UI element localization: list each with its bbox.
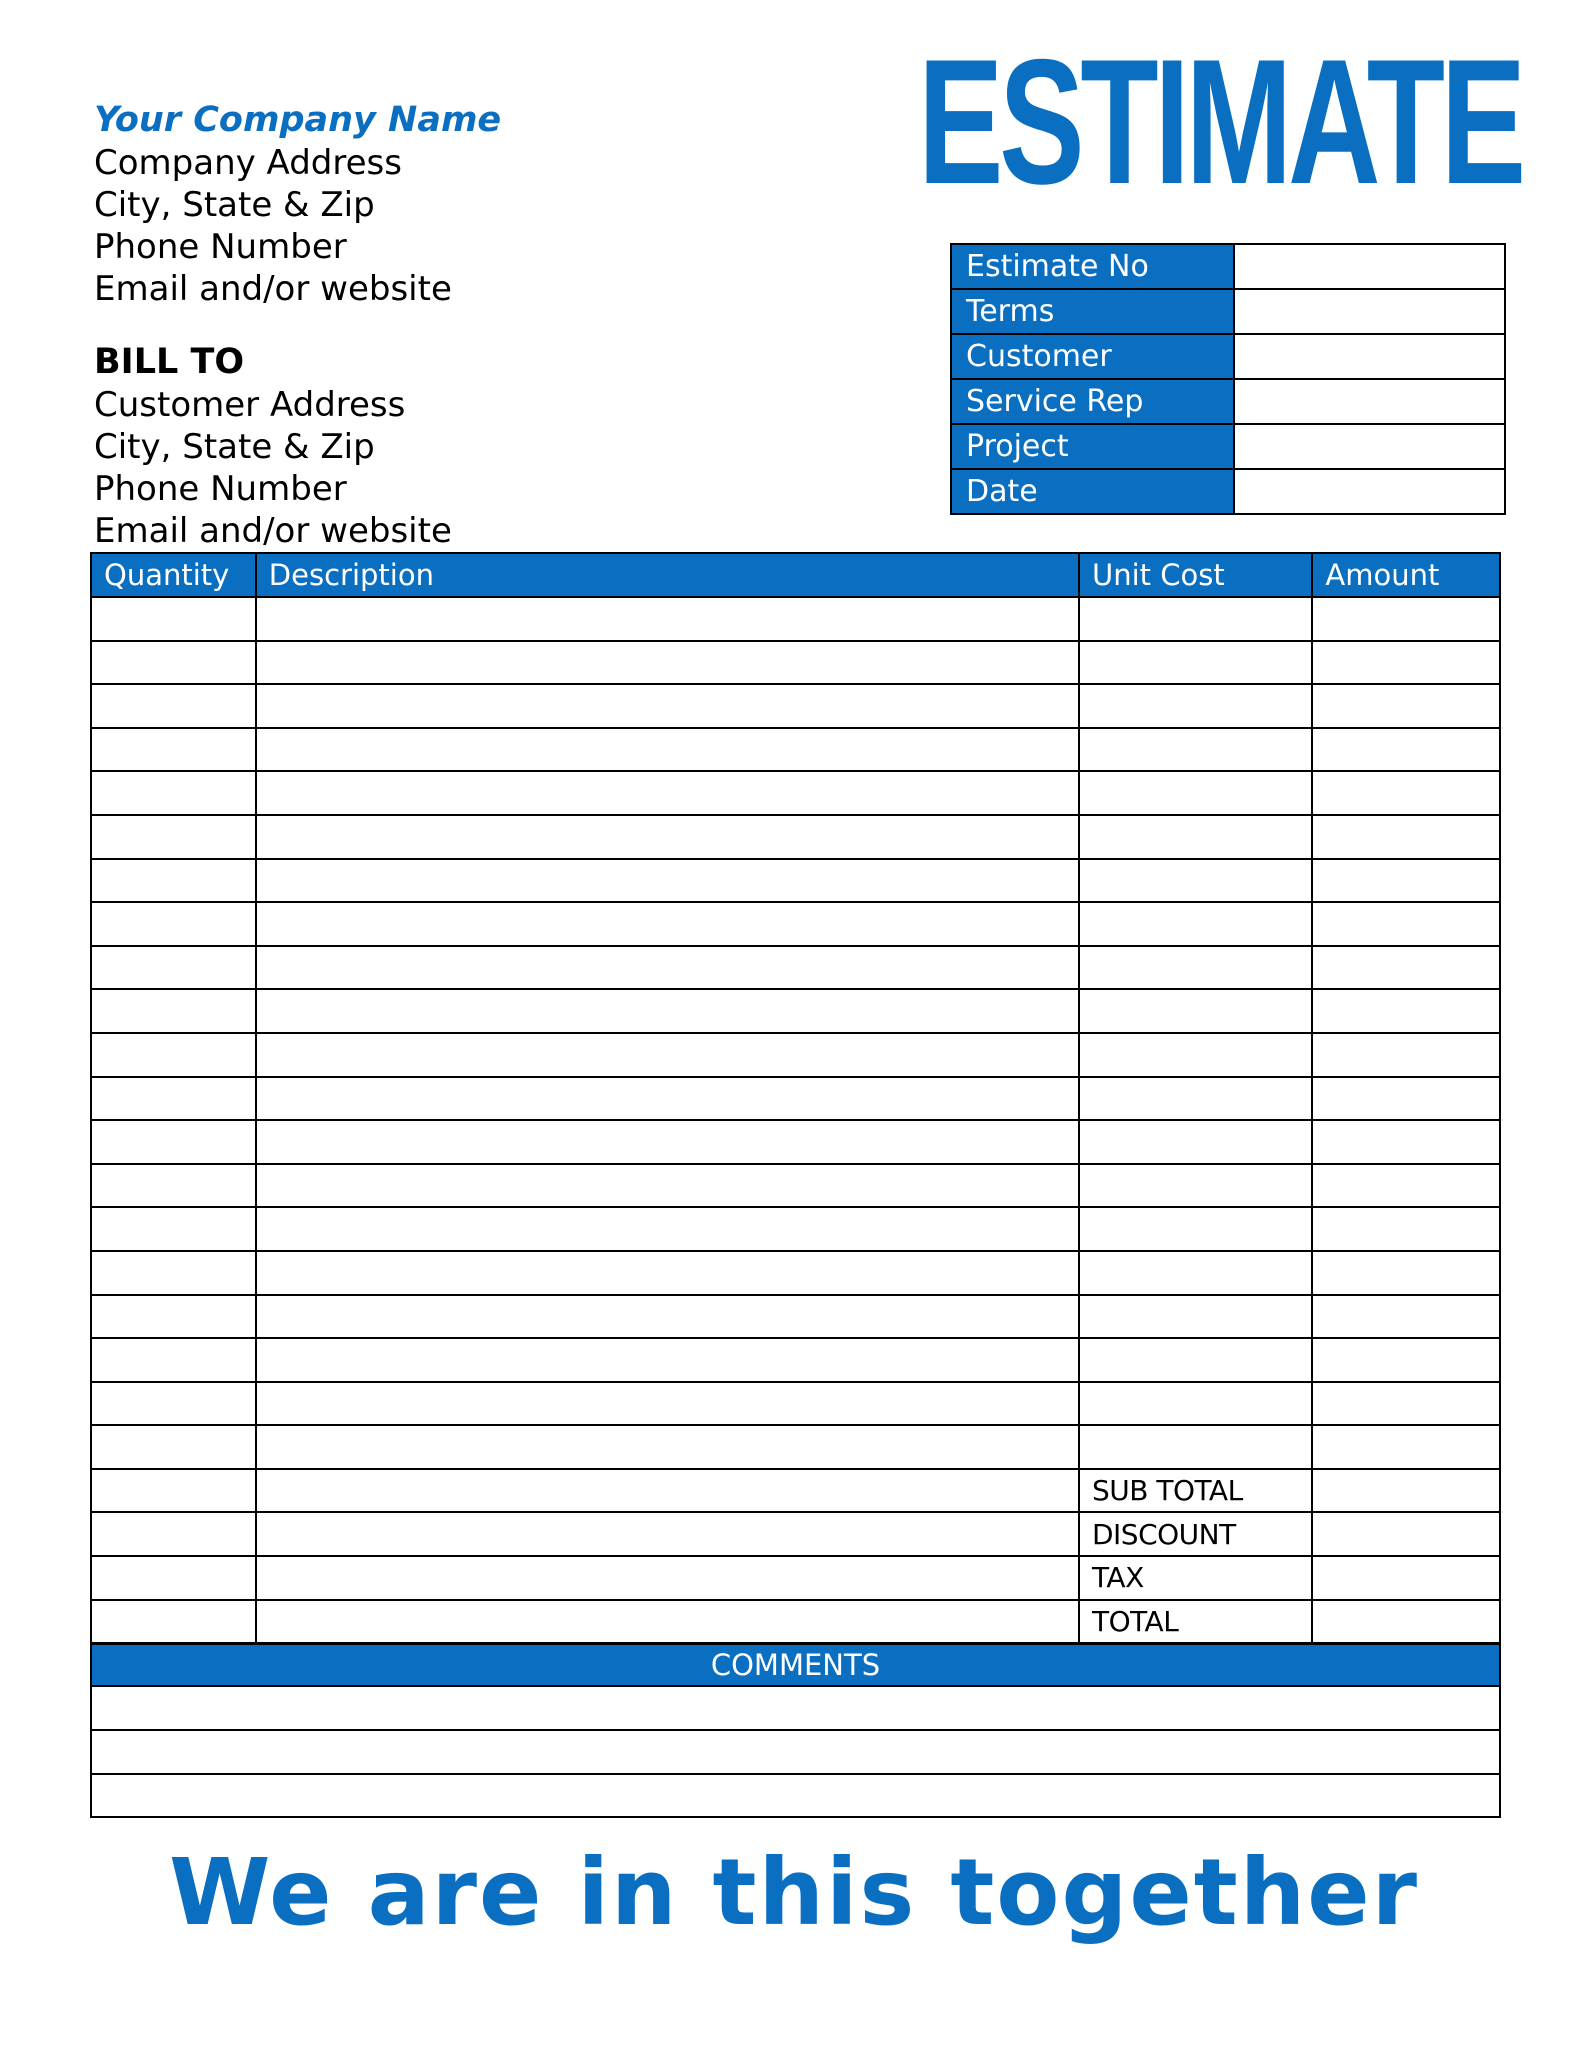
company-city: City, State & Zip [94,185,375,225]
table-row [91,597,1500,641]
unit-cost-cell[interactable] [1079,597,1312,641]
summary-row [91,1469,1500,1513]
amount-cell[interactable] [1312,728,1500,772]
table-row [91,1338,1500,1382]
unit-cost-cell[interactable] [1079,771,1312,815]
amount-cell[interactable] [1312,989,1500,1033]
customer-city: City, State & Zip [94,427,375,467]
tagline: We are in this together [168,1839,1420,1946]
description-cell[interactable] [256,597,1079,641]
unit-cost-cell[interactable] [1079,902,1312,946]
info-label: Terms [951,289,1234,334]
unit-cost-cell[interactable] [1079,989,1312,1033]
table-row [91,771,1500,815]
table-row [91,1164,1500,1208]
unit-cost-cell[interactable] [1079,1338,1312,1382]
info-value-field[interactable] [1234,334,1505,379]
description-cell[interactable] [256,815,1079,859]
unit-cost-cell[interactable] [1079,1077,1312,1121]
unit-cost-cell[interactable] [1079,1295,1312,1339]
table-row [91,815,1500,859]
info-value-field[interactable] [1234,244,1505,289]
unit-cost-cell[interactable] [1079,1425,1312,1469]
column-header-unit-cost: Unit Cost [1079,553,1312,597]
quantity-cell[interactable] [91,1425,256,1469]
quantity-cell[interactable] [91,946,256,990]
description-cell[interactable] [256,641,1079,685]
amount-cell[interactable] [1312,815,1500,859]
summary-row [91,1600,1500,1644]
info-label: Service Rep [951,379,1234,424]
amount-cell[interactable] [1312,597,1500,641]
comment-row [91,1774,1500,1818]
table-row [91,1295,1500,1339]
unit-cost-cell[interactable] [1079,684,1312,728]
table-row [91,728,1500,772]
description-cell[interactable] [256,1469,1079,1513]
company-phone: Phone Number [94,227,347,267]
unit-cost-cell[interactable] [1079,859,1312,903]
info-row [951,244,1505,289]
amount-cell[interactable] [1312,1120,1500,1164]
description-cell[interactable] [256,1556,1079,1600]
amount-cell[interactable] [1312,1338,1500,1382]
amount-cell[interactable] [1312,1033,1500,1077]
amount-cell[interactable] [1312,1295,1500,1339]
description-cell[interactable] [256,946,1079,990]
quantity-cell[interactable] [91,684,256,728]
info-label: Estimate No [951,244,1234,289]
company-address: Company Address [94,143,402,183]
quantity-cell[interactable] [91,1164,256,1208]
comment-line-field[interactable] [91,1686,1500,1730]
line-items-table [90,552,1501,1644]
quantity-cell[interactable] [91,1295,256,1339]
amount-cell[interactable] [1312,946,1500,990]
description-cell[interactable] [256,1207,1079,1251]
amount-cell[interactable] [1312,859,1500,903]
company-name: Your Company Name [94,100,502,140]
quantity-cell[interactable] [91,1207,256,1251]
quantity-cell[interactable] [91,902,256,946]
table-row [91,1382,1500,1426]
amount-cell[interactable] [1312,641,1500,685]
table-row [91,989,1500,1033]
quantity-cell[interactable] [91,1077,256,1121]
comments-heading: COMMENTS [91,1644,1500,1686]
amount-cell[interactable] [1312,684,1500,728]
description-cell[interactable] [256,902,1079,946]
comments-table [90,1643,1501,1818]
amount-cell[interactable] [1312,1382,1500,1426]
info-label: Customer [951,334,1234,379]
quantity-cell[interactable] [91,815,256,859]
table-row [91,1251,1500,1295]
comment-row [91,1730,1500,1774]
column-header-amount: Amount [1312,553,1500,597]
unit-cost-cell[interactable] [1079,1120,1312,1164]
unit-cost-cell[interactable] [1079,946,1312,990]
description-cell[interactable] [256,771,1079,815]
description-cell[interactable] [256,989,1079,1033]
description-cell[interactable] [256,1120,1079,1164]
amount-cell[interactable] [1312,902,1500,946]
info-row [951,469,1505,514]
description-cell[interactable] [256,1338,1079,1382]
comment-line-field[interactable] [91,1774,1500,1818]
description-cell[interactable] [256,684,1079,728]
description-cell[interactable] [256,1600,1079,1644]
amount-cell[interactable] [1312,1077,1500,1121]
quantity-cell[interactable] [91,1382,256,1426]
quantity-cell[interactable] [91,1469,256,1513]
unit-cost-cell[interactable] [1079,1033,1312,1077]
quantity-cell[interactable] [91,1033,256,1077]
info-value-field[interactable] [1234,379,1505,424]
quantity-cell[interactable] [91,1512,256,1556]
quantity-cell[interactable] [91,1251,256,1295]
quantity-cell[interactable] [91,989,256,1033]
document-title: ESTIMATE [918,22,1522,221]
comment-row [91,1686,1500,1730]
description-cell[interactable] [256,1295,1079,1339]
table-row [91,1033,1500,1077]
description-cell[interactable] [256,1382,1079,1426]
info-row [951,289,1505,334]
description-cell[interactable] [256,1164,1079,1208]
info-value-field[interactable] [1234,424,1505,469]
table-row [91,641,1500,685]
info-row [951,424,1505,469]
amount-cell[interactable] [1312,1207,1500,1251]
quantity-cell[interactable] [91,1338,256,1382]
amount-cell[interactable] [1312,1251,1500,1295]
table-row [91,946,1500,990]
unit-cost-cell[interactable] [1079,1382,1312,1426]
summary-value-cell[interactable] [1312,1556,1500,1600]
summary-row [91,1556,1500,1600]
quantity-cell[interactable] [91,641,256,685]
unit-cost-cell[interactable] [1079,728,1312,772]
amount-cell[interactable] [1312,1425,1500,1469]
quantity-cell[interactable] [91,597,256,641]
column-header-quantity: Quantity [91,553,256,597]
summary-label: TOTAL [1079,1600,1312,1644]
quantity-cell[interactable] [91,1556,256,1600]
summary-value-cell[interactable] [1312,1469,1500,1513]
table-row [91,1120,1500,1164]
unit-cost-cell[interactable] [1079,641,1312,685]
description-cell[interactable] [256,1077,1079,1121]
estimate-info-table [950,243,1506,515]
unit-cost-cell[interactable] [1079,815,1312,859]
quantity-cell[interactable] [91,771,256,815]
description-cell[interactable] [256,1512,1079,1556]
bill-to-heading: BILL TO [94,342,245,382]
description-cell[interactable] [256,728,1079,772]
quantity-cell[interactable] [91,728,256,772]
quantity-cell[interactable] [91,1600,256,1644]
unit-cost-cell[interactable] [1079,1251,1312,1295]
amount-cell[interactable] [1312,771,1500,815]
quantity-cell[interactable] [91,859,256,903]
info-row [951,334,1505,379]
info-row [951,379,1505,424]
table-row [91,859,1500,903]
table-row [91,1077,1500,1121]
unit-cost-cell[interactable] [1079,1207,1312,1251]
description-cell[interactable] [256,1425,1079,1469]
table-row [91,1207,1500,1251]
description-cell[interactable] [256,1033,1079,1077]
info-label: Date [951,469,1234,514]
amount-cell[interactable] [1312,1164,1500,1208]
info-value-field[interactable] [1234,289,1505,334]
table-row [91,684,1500,728]
table-row [91,1425,1500,1469]
summary-label: DISCOUNT [1079,1512,1312,1556]
info-label: Project [951,424,1234,469]
description-cell[interactable] [256,859,1079,903]
company-block [94,98,501,310]
customer-email: Email and/or website [94,511,452,551]
items-header-row [91,553,1500,597]
description-cell[interactable] [256,1251,1079,1295]
column-header-description: Description [256,553,1079,597]
company-email: Email and/or website [94,269,452,309]
unit-cost-cell[interactable] [1079,1164,1312,1208]
summary-row [91,1512,1500,1556]
summary-value-cell[interactable] [1312,1512,1500,1556]
summary-label: TAX [1079,1556,1312,1600]
summary-value-cell[interactable] [1312,1600,1500,1644]
summary-label: SUB TOTAL [1079,1469,1312,1513]
customer-phone: Phone Number [94,469,347,509]
info-value-field[interactable] [1234,469,1505,514]
customer-address: Customer Address [94,385,406,425]
bill-to-block [94,340,452,552]
table-row [91,902,1500,946]
comment-line-field[interactable] [91,1730,1500,1774]
quantity-cell[interactable] [91,1120,256,1164]
